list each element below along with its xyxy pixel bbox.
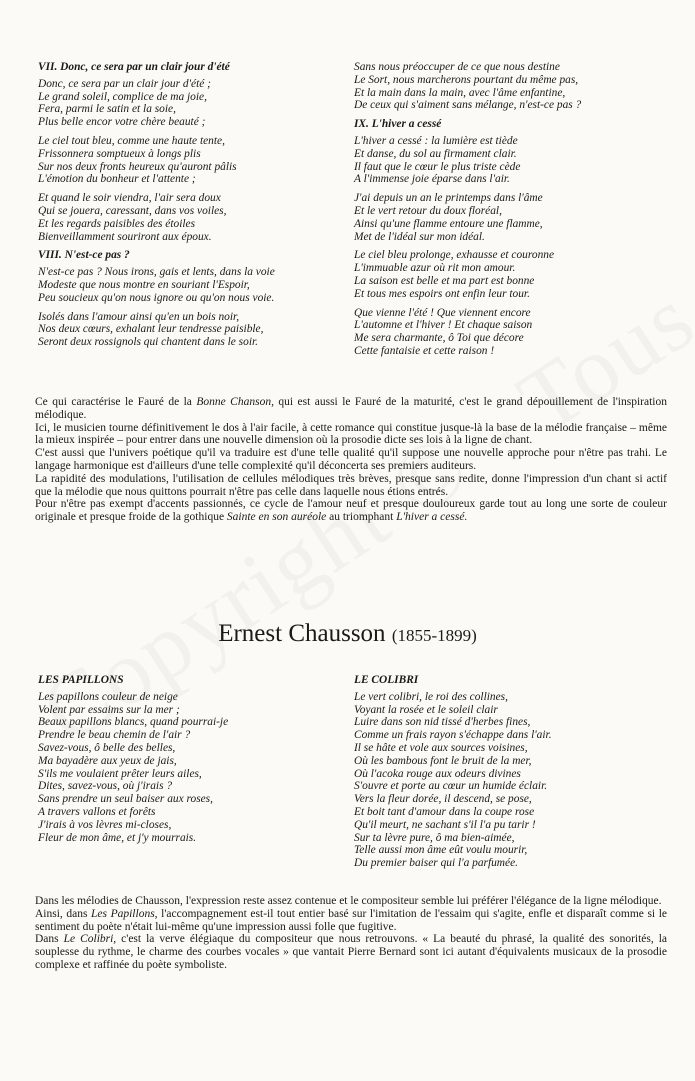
text-run: qui est aussi le Fauré de la maturité, c'est le grand dépouillement de l'inspiration mélodique. [35,396,667,421]
verse-line: Et le vert retour du doux floréal, [354,204,502,217]
verse-line: Et quand le soir viendra, l'air sera doux [38,192,221,205]
poem-title: VII. Donc, ce sera par un clair jour d'été [38,61,230,73]
poem-column-bottom-left [38,674,343,850]
verse-line: Nos deux cœurs, exhalant leur tendresse paisible, [38,323,264,336]
verse-line: Beaux papillons blancs, quand pourrai-je [38,716,229,729]
commentary-paragraph [35,498,667,524]
verse-line: Où l'acoka rouge aux odeurs divines [354,767,521,780]
verse-line: Met de l'idéal sur mon idéal. [354,230,485,243]
verse-line: Frissonnera somptueux à longs plis [38,147,201,160]
composer-name: Ernest Chausson [218,620,386,647]
verse-line: Qui se jouera, caressant, dans vos voiles, [38,204,227,217]
poem-title: LES PAPILLONS [38,674,124,686]
work-title: Les Papillons, [91,907,158,920]
poem-stanza [38,192,343,243]
commentary-chausson [35,895,667,972]
commentary-paragraph [35,473,667,499]
commentary-faure [35,396,667,524]
verse-line: A l'immense joie éparse dans l'air. [354,173,510,186]
poem-column-top-left [38,61,343,355]
poem-stanza [38,135,343,186]
verse-line: Ma bayadère aux yeux de jais, [38,754,177,767]
verse-line: Et danse, du sol au firmament clair. [354,147,517,160]
poem-stanza [354,249,659,300]
work-title: Le Colibri, [63,933,117,946]
poem-stanza [354,691,659,870]
verse-line: Le Sort, nous marcherons pourtant du même pas, [354,73,579,86]
commentary-paragraph [35,447,667,473]
poem-title: IX. L'hiver a cessé [354,118,442,131]
verse-line: Me sera charmante, ô Toi que décore [354,332,524,345]
verse-line: Où les bambous font le bruit de la mer, [354,754,532,767]
commentary-paragraph [35,895,667,908]
verse-line: Que vienne l'été ! Que viennent encore [354,306,531,319]
verse-line: Qu'il meurt, ne sachant s'il l'a pu tarir ! [354,818,536,831]
work-title: L'hiver a cessé. [396,511,468,524]
verse-line: N'est-ce pas ? Nous irons, gais et lents, dans la voie [38,266,275,279]
verse-line: Le ciel bleu prolonge, exhausse et couronne [354,249,555,262]
verse-line: Fera, parmi le satin et la soie, [38,103,176,116]
text-run: La rapidité des modulations, l'utilisation de cellules mélodiques très brèves, presque sans redite, donne l'impression d'un chant si actif que la mélodie que nous quittons pourrait n'être pas celle dans laquelle nous étions entrés. [35,472,667,498]
verse-line: De ceux qui s'aiment sans mélange, n'est-ce pas ? [354,99,582,112]
verse-line: L'émotion du bonheur et l'attente ; [38,173,196,186]
poem-stanza [38,266,343,304]
poem-title: VIII. N'est-ce pas ? [38,249,130,262]
verse-line: Savez-vous, ô belle des belles, [38,741,176,754]
verse-line: Luire dans son nid tissé d'herbes fines, [354,716,531,729]
text-run: Pour n'être pas exempt d'accents passionnés, ce cycle de l'amour neuf et presque douloureux garde tout au long une sorte de couleur originale et presque froide de la gothique [35,498,667,524]
commentary-paragraph [35,396,667,422]
text-run: Dans les mélodies de Chausson, l'expression reste assez contenue et le compositeur semble lui préférer l'élégance de la ligne mélodique. [35,895,662,907]
verse-line: Et la main dans la main, avec l'âme enfantine, [354,86,566,99]
poem-title: LE COLIBRI [354,674,419,686]
verse-line: Il faut que le cœur le plus triste cède [354,160,521,173]
verse-line: Bienveillamment souriront aux époux. [38,230,212,243]
verse-line: Sans prendre un seul baiser aux roses, [38,793,213,806]
verse-line: La saison est belle et ma part est bonne [354,274,535,287]
text-run: au triomphant [326,511,397,524]
verse-line: Modeste que nous montre en souriant l'Espoir, [38,278,250,291]
verse-line: L'hiver a cessé : la lumière est tiède [354,134,518,147]
verse-line: Cette fantaisie et cette raison ! [354,344,495,357]
verse-line: S'ils me voulaient prêter leurs ailes, [38,767,202,780]
verse-line: S'ouvre et porte au cœur un humide éclair. [354,780,548,793]
poem-column-bottom-right [354,674,659,876]
verse-line: Du premier baiser qui l'a parfumée. [354,857,518,870]
verse-line: L'automne et l'hiver ! Et chaque saison [354,319,533,332]
verse-line: Telle aussi mon âme eût voulu mourir, [354,844,528,857]
composer-dates: (1855-1899) [391,626,477,645]
verse-line: J'ai depuis un an le printemps dans l'âme [354,192,543,205]
verse-line: Et boit tant d'amour dans la coupe rose [354,805,535,818]
poem-column-top-right [354,61,659,364]
poem-stanza [38,691,343,845]
commentary-paragraph [35,908,667,934]
verse-line: Sans nous préoccuper de ce que nous destine [354,61,560,73]
verse-line: Sur nos deux fronts heureux qu'auront pâlis [38,160,237,173]
verse-line: Et les regards paisibles des étoiles [38,217,196,230]
text-run: C'est aussi que l'univers poétique qu'il va traduire est d'une telle qualité qu'il suppose une nouvelle approche pour n'être pas trahi. Le langage harmonique est d'ailleurs d'une telle complexité qu'il déconcerta ses premiers auditeurs. [35,447,667,472]
poem-stanza [354,192,659,243]
poem-stanza [354,61,659,112]
verse-line: Le grand soleil, complice de ma joie, [38,90,207,103]
text-run: Dans [35,933,64,946]
verse-line: Isolés dans l'amour ainsi qu'en un bois noir, [38,310,240,323]
verse-line: A travers vallons et forêts [38,805,156,818]
verse-line: Comme un frais rayon s'échappe dans l'air. [354,729,552,742]
work-title: Sainte en son auréole [226,511,327,524]
poem-stanza [354,307,659,358]
verse-line: Il se hâte et vole aux sources voisines, [354,741,528,754]
verse-line: Les papillons couleur de neige [38,690,178,703]
composer-heading [0,619,695,651]
verse-line: Donc, ce sera par un clair jour d'été ; [38,77,211,90]
verse-line: Plus belle encor votre chère beauté ; [38,116,206,129]
verse-line: Dites, savez-vous, où j'irais ? [38,780,173,793]
verse-line: J'irais à vos lèvres mi-closes, [38,818,172,831]
text-run: c'est la verve élégiaque du compositeur que nous retrouvons. « La beauté du phrasé, la qualité des sonorités, la souplesse du rythme, le charme des courbes vocales » que vantait Pierre Bernard sont ici autant d'équivalents musicaux de la prosodie complexe et raffinée du poète symboliste. [35,933,668,971]
verse-line: Vers la fleur dorée, il descend, se pose, [354,793,532,806]
text-run: Ainsi, dans [35,907,92,920]
verse-line: Sur ta lèvre pure, ô ma bien-aimée, [354,831,515,844]
verse-line: Volent par essaims sur la mer ; [38,703,180,716]
verse-line: Ainsi qu'une flamme entoure une flamme, [354,217,543,230]
verse-line: Et tous mes espoirs ont enfin leur tour. [354,287,530,300]
commentary-paragraph [35,933,667,971]
poem-stanza [38,78,343,129]
verse-line: Le vert colibri, le roi des collines, [354,690,508,703]
verse-line: Voyant la rosée et le soleil clair [354,703,498,716]
verse-line: Prendre le beau chemin de l'air ? [38,729,191,742]
work-title: Bonne Chanson, [196,396,274,408]
poem-stanza [354,135,659,186]
verse-line: Fleur de mon âme, et j'y mourrais. [38,831,197,844]
verse-line: Peu soucieux qu'on nous ignore ou qu'on nous voie. [38,291,275,304]
text-run: l'accompagnement est-il tout entier basé sur l'imitation de l'essaim qui s'agite, enfle et disparaît comme si le sentiment du poète n'était lui-même qu'une impression aussi folle que fugitive. [35,907,667,933]
text-run: Ce qui caractérise le Fauré de la [35,396,197,408]
verse-line: L'immuable azur où rit mon amour. [354,262,516,275]
commentary-paragraph [35,422,667,448]
text-run: Ici, le musicien tourne définitivement le dos à l'air facile, à cette romance qui constitue jusque-là la base de la mélodie française – même la mieux inspirée – pour entrer dans une nouvelle dimension où la prosodie dicte ses lois à la ligne de chant. [35,421,667,447]
verse-line: Seront deux rossignols qui chantent dans le soir. [38,336,258,349]
poem-stanza [38,311,343,349]
verse-line: Le ciel tout bleu, comme une haute tente, [38,134,225,147]
